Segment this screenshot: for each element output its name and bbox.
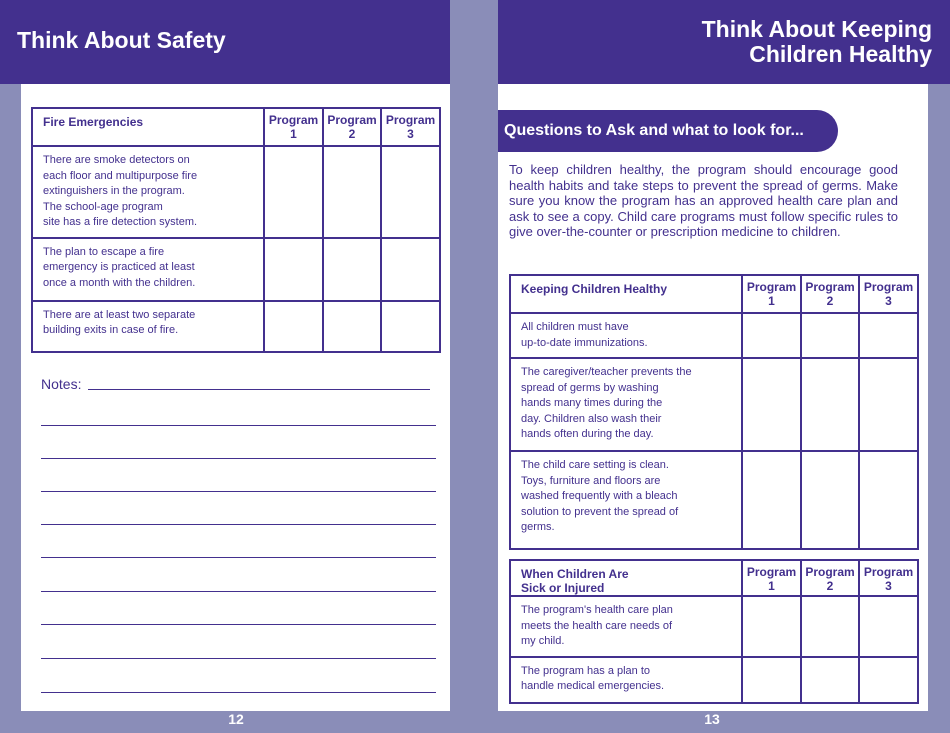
checkbox-cell[interactable]	[859, 596, 918, 657]
notes-line[interactable]	[41, 591, 436, 592]
checkbox-cell[interactable]	[264, 301, 323, 352]
program-3-header: Program 3	[381, 108, 440, 146]
question-medical-emergencies: The program has a plan to handle medical emergencies.	[510, 657, 742, 703]
checkbox-cell[interactable]	[801, 451, 859, 549]
intro-paragraph: To keep children healthy, the program should encourage good health habits and take steps to prevent the spread of germs. Make sure you know the program has an approved health care plan and ask to see a copy. Child care programs must follow specific rules to give over-the-counter or prescription medicine to children.	[509, 162, 898, 240]
checkbox-cell[interactable]	[801, 313, 859, 358]
right-title-line-1: Think About Keeping	[701, 16, 932, 42]
checkbox-cell[interactable]	[859, 313, 918, 358]
notes-line[interactable]	[41, 458, 436, 459]
program-1-header: Program 1	[742, 560, 801, 596]
questions-banner: Questions to Ask and what to look for...	[498, 110, 838, 152]
notes-line[interactable]	[41, 624, 436, 625]
checkbox-cell[interactable]	[264, 238, 323, 301]
left-page-title: Think About Safety	[17, 27, 226, 53]
checkbox-cell[interactable]	[323, 146, 381, 238]
checkbox-cell[interactable]	[323, 301, 381, 352]
table-heading: Fire Emergencies	[32, 108, 264, 146]
checkbox-cell[interactable]	[859, 358, 918, 451]
question-escape-plan: The plan to escape a fire emergency is practiced at least once a month with the children.	[32, 238, 264, 301]
notes-line[interactable]	[88, 389, 430, 390]
checkbox-cell[interactable]	[742, 596, 801, 657]
checkbox-cell[interactable]	[381, 238, 440, 301]
checkbox-cell[interactable]	[742, 313, 801, 358]
notes-line[interactable]	[41, 524, 436, 525]
question-building-exits: There are at least two separate building exits in case of fire.	[32, 301, 264, 352]
right-page-number: 13	[704, 711, 720, 727]
program-3-header: Program 3	[859, 275, 918, 313]
checkbox-cell[interactable]	[323, 238, 381, 301]
question-health-care-plan: The program's health care plan meets the health care needs of my child.	[510, 596, 742, 657]
notes-line[interactable]	[41, 692, 436, 693]
checkbox-cell[interactable]	[859, 657, 918, 703]
checkbox-cell[interactable]	[381, 301, 440, 352]
keeping-children-healthy-table	[509, 274, 919, 550]
checkbox-cell[interactable]	[264, 146, 323, 238]
program-1-header: Program 1	[742, 275, 801, 313]
question-clean-setting: The child care setting is clean. Toys, furniture and floors are washed frequently with a bleach solution to prevent the spread of germs.	[510, 451, 742, 549]
notes-line[interactable]	[41, 658, 436, 659]
notes-line[interactable]	[41, 557, 436, 558]
table-heading: Keeping Children Healthy	[510, 275, 742, 313]
checkbox-cell[interactable]	[859, 451, 918, 549]
notes-line[interactable]	[41, 491, 436, 492]
question-hand-washing: The caregiver/teacher prevents the spread of germs by washing hands many times during the day. Children also wash their hands often during the day.	[510, 358, 742, 451]
question-immunizations: All children must have up-to-date immunizations.	[510, 313, 742, 358]
table-heading: When Children Are Sick or Injured	[510, 560, 742, 596]
checkbox-cell[interactable]	[801, 657, 859, 703]
checkbox-cell[interactable]	[742, 451, 801, 549]
sick-or-injured-table	[509, 559, 919, 704]
checkbox-cell[interactable]	[801, 596, 859, 657]
program-2-header: Program 2	[801, 275, 859, 313]
checkbox-cell[interactable]	[742, 358, 801, 451]
program-2-header: Program 2	[323, 108, 381, 146]
program-2-header: Program 2	[801, 560, 859, 596]
program-1-header: Program 1	[264, 108, 323, 146]
fire-emergencies-table	[31, 107, 441, 353]
right-title-line-2: Children Healthy	[749, 41, 932, 67]
left-page-header	[0, 0, 450, 84]
checkbox-cell[interactable]	[742, 657, 801, 703]
checkbox-cell[interactable]	[801, 358, 859, 451]
checkbox-cell[interactable]	[381, 146, 440, 238]
left-page-number: 12	[228, 711, 244, 727]
right-page-title	[702, 17, 932, 67]
question-smoke-detectors: There are smoke detectors on each floor and multipurpose fire extinguishers in the program. The school-age program site has a fire detection system.	[32, 146, 264, 238]
notes-line[interactable]	[41, 425, 436, 426]
program-3-header: Program 3	[859, 560, 918, 596]
notes-label: Notes:	[41, 376, 82, 392]
right-page-header	[498, 0, 950, 84]
